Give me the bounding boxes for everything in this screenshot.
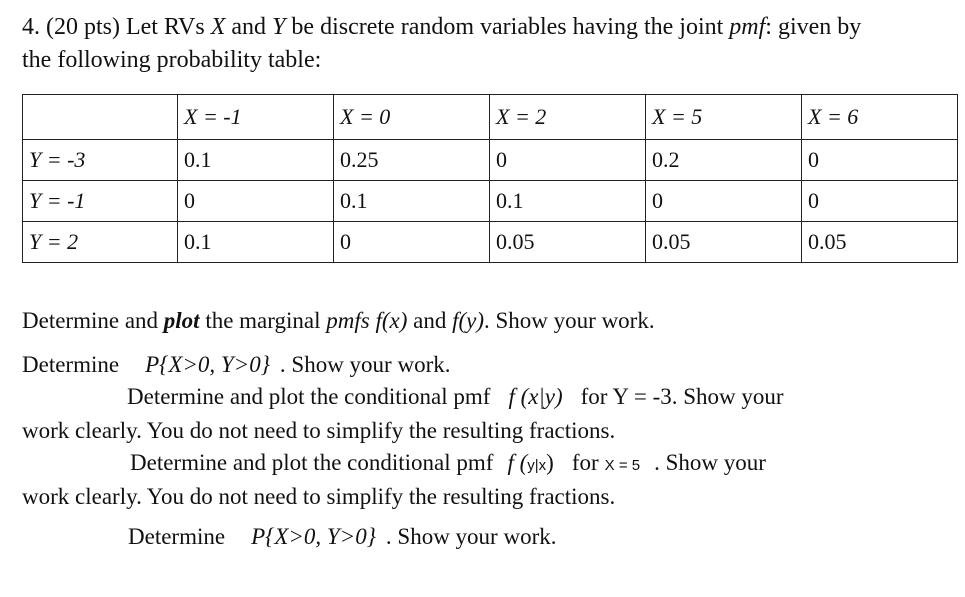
header-text: 4. (20 pts) Let RVs <box>22 14 211 40</box>
row-header: Y = -1 <box>23 181 178 222</box>
header-text: : given by <box>765 14 862 40</box>
table-row <box>23 181 958 222</box>
table-cell: 0.1 <box>334 181 490 222</box>
table-cell: 0 <box>802 140 958 181</box>
question-text: Determine and plot the conditional pmf <box>130 450 494 475</box>
question-text: . Show your work. <box>385 524 557 549</box>
table-cell: 0 <box>646 181 802 222</box>
question-conditional-y-given-x-line1 <box>130 450 766 476</box>
question-text: Determine <box>22 352 120 377</box>
question-text: the marginal <box>199 308 327 333</box>
table-cell: 0.05 <box>802 222 958 263</box>
question-text: . Show your work. <box>279 352 451 377</box>
question-text: for <box>571 450 599 475</box>
table-row <box>23 222 958 263</box>
question-text: . Show your <box>654 450 766 475</box>
conditional-argument: y|x <box>527 457 547 474</box>
row-header: Y = 2 <box>23 222 178 263</box>
question-text: and <box>407 308 453 333</box>
table-cell: 0.25 <box>334 140 490 181</box>
table-cell: 0 <box>490 140 646 181</box>
question-probability-1 <box>22 352 451 378</box>
conditional-function: f ( <box>507 450 528 475</box>
problem-statement-line2: the following probability table: <box>22 47 322 73</box>
table-cell: 0 <box>334 222 490 263</box>
table-cell: 0.05 <box>490 222 646 263</box>
pmfs-term: pmfs f(x) <box>326 308 408 333</box>
question-text: Determine and <box>22 308 164 333</box>
question-text: for Y = -3. Show your <box>580 384 784 409</box>
question-probability-2 <box>128 524 557 550</box>
problem-statement-line1 <box>22 14 861 41</box>
column-header: X = -1 <box>178 95 334 140</box>
column-header: X = 2 <box>490 95 646 140</box>
question-text: . Show your work. <box>484 308 655 333</box>
var-x: X <box>210 14 226 40</box>
column-header: X = 0 <box>334 95 490 140</box>
closing-paren: ) <box>546 450 554 475</box>
probability-expression: P{X>0, Y>0} <box>251 524 376 549</box>
table-cell: 0.05 <box>646 222 802 263</box>
plot-emphasis: plot <box>163 308 200 333</box>
table-cell: 0.1 <box>178 222 334 263</box>
pmf-term: pmf <box>729 14 766 40</box>
condition-value: X = 5 <box>604 457 641 474</box>
header-text: be discrete random variables having the joint <box>285 14 730 40</box>
column-header: X = 5 <box>646 95 802 140</box>
question-text: Determine <box>128 524 226 549</box>
table-cell: 0.1 <box>490 181 646 222</box>
fy-term: f(y) <box>452 308 485 333</box>
question-marginal-pmfs <box>22 308 655 334</box>
table-cell: 0 <box>178 181 334 222</box>
row-header: Y = -3 <box>23 140 178 181</box>
var-y: Y <box>272 14 286 40</box>
table-header-row <box>23 95 958 140</box>
question-text: Determine and plot the conditional pmf <box>127 384 491 409</box>
column-header: X = 6 <box>802 95 958 140</box>
table-cell: 0 <box>802 181 958 222</box>
probability-expression: P{X>0, Y>0} <box>145 352 270 377</box>
probability-table <box>22 94 958 263</box>
table-row <box>23 140 958 181</box>
table-cell: 0.2 <box>646 140 802 181</box>
conditional-expression: f (x|y) <box>508 384 563 409</box>
question-conditional-x-given-y-line2: work clearly. You do not need to simplify the resulting fractions. <box>22 418 616 443</box>
question-conditional-y-given-x-line2: work clearly. You do not need to simplify the resulting fractions. <box>22 484 616 509</box>
table-cell: 0.1 <box>178 140 334 181</box>
table-corner-cell <box>23 95 178 140</box>
question-conditional-x-given-y-line1 <box>127 384 784 410</box>
header-text: and <box>225 14 273 40</box>
